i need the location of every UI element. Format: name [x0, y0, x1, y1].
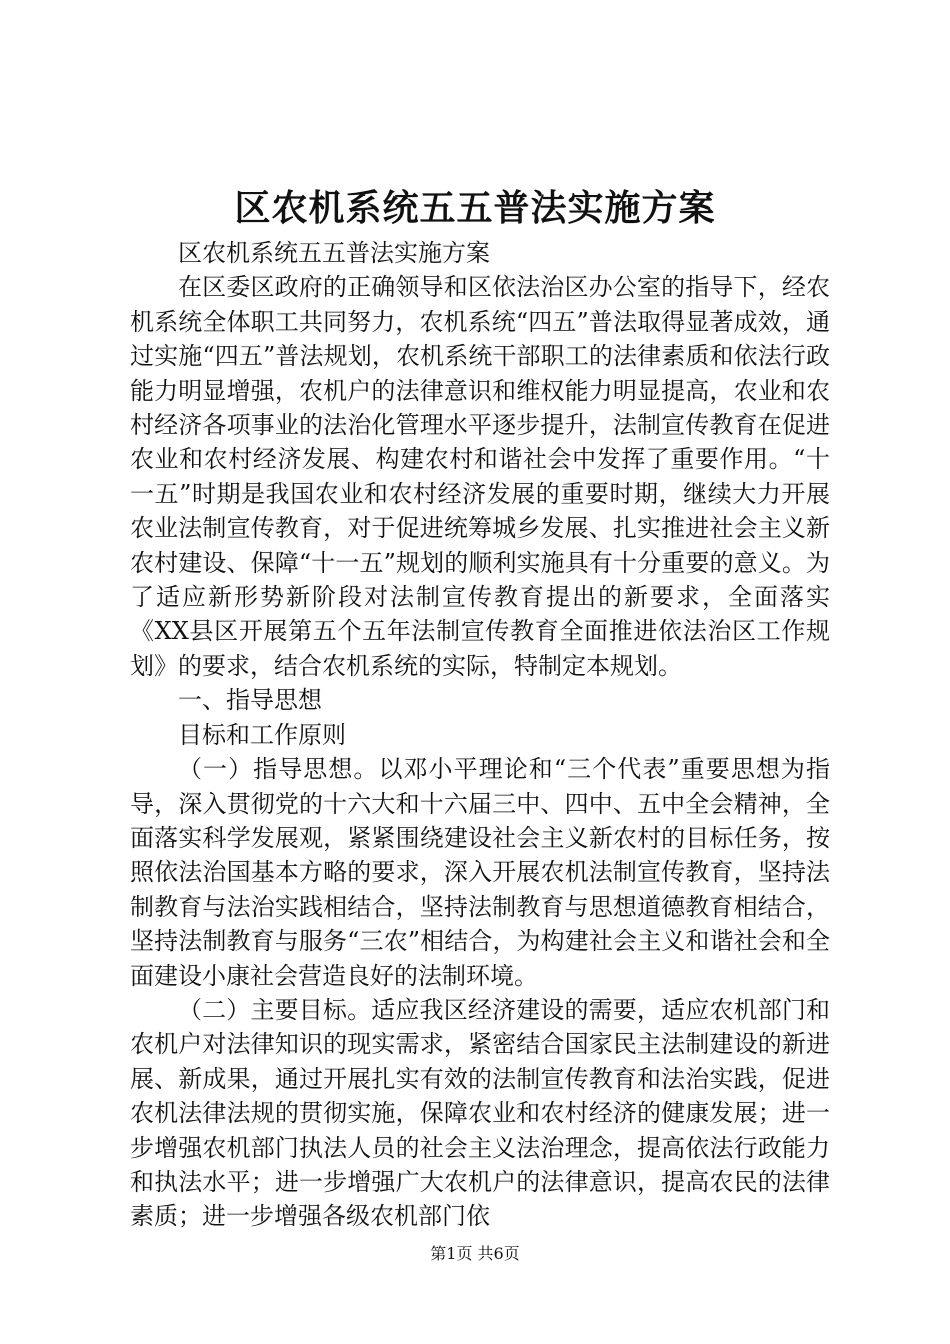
document-title: 区农机系统五五普法实施方案 — [234, 187, 716, 229]
page-number: 第1页 共6页 — [430, 1244, 520, 1263]
paragraph-main-goals: （二）主要目标。适应我区经济建设的需要，适应农机部门和农机户对法律知识的现实需求，紧密结合国家民主法制建设的新进展、新成果，通过开展扎实有效的法制宣传教育和法治实践，促进农机法律法规的贯彻实施，保障农业和农村经济的健康发展；进一步增强农机部门执法人员的社会主义法治理念，提高依法行政能力和执法水平；进一步增强广大农机户的法律意识，提高农民的法律素质；进一步增强各级农机部门依 — [130, 995, 830, 1231]
paragraph-guiding-thought: （一）指导思想。以邓小平理论和“三个代表”重要思想为指导，深入贯彻党的十六大和十六届三中、四中、五中全会精神，全面落实科学发展观，紧紧围绕建设社会主义新农村的目标任务，按照依法治国基本方略的要求，深入开展农机法制宣传教育，坚持法制教育与法治实践相结合，坚持法制教育与思想道德教育相结合，坚持法制教育与服务“三农”相结合，为构建社会主义和谐社会和全面建设小康社会营造良好的法制环境。 — [130, 755, 830, 990]
section-heading-guiding-thought: 一、指导思想 — [178, 686, 322, 715]
paragraph-intro: 在区委区政府的正确领导和区依法治区办公室的指导下，经农机系统全体职工共同努力，农机系统“四五”普法取得显著成效，通过实施“四五”普法规划，农机系统干部职工的法律素质和依法行政能力明显增强，农机户的法律意识和维权能力明显提高，农业和农村经济各项事业的法治化管理水平逐步提升，法制宣传教育在促进农业和农村经济发展、构建农村和谐社会中发挥了重要作用。“十一五”时期是我国农业和农村经济发展的重要时期，继续大力开展农业法制宣传教育，对于促进统筹城乡发展、扎实推进社会主义新农村建设、保障“十一五”规划的顺利实施具有十分重要的意义。为了适应新形势新阶段对法制宣传教育提出的新要求，全面落实《XX县区开展第五个五年法制宣传教育全面推进依法治区工作规划》的要求，结合农机系统的实际，特制定本规划。 — [130, 273, 830, 680]
document-body — [130, 236, 830, 1234]
section-heading-goals-principles: 目标和工作原则 — [178, 720, 346, 749]
subtitle-line: 区农机系统五五普法实施方案 — [178, 239, 490, 267]
